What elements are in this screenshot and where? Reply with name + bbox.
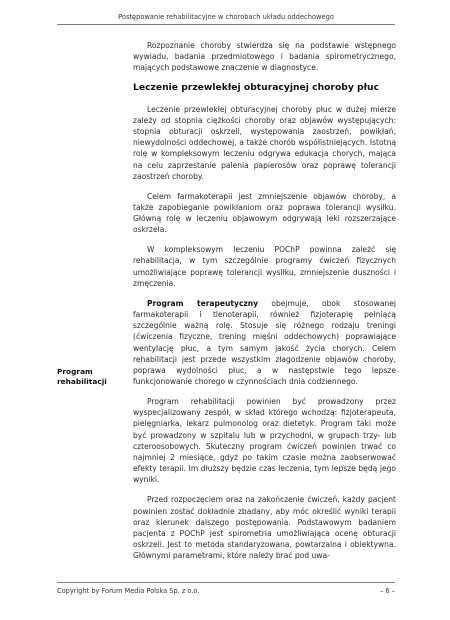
paragraph-pharmacotherapy: Celem farmakoterapii jest zmniejszenie objawów choroby, a także zapobieganie powikłaniom oraz poprawa tolerancji wysiłku. Główną rolę w leczeniu objawowym odgrywają leki rozszerzające oskrzela. — [133, 191, 396, 235]
footer-divider — [57, 582, 395, 583]
running-header: Postępowanie rehabilitacyjne w chorobach układu oddechowego — [118, 13, 334, 21]
header-divider — [57, 24, 395, 25]
paragraph-diagnosis: Rozpoznanie choroby stwierdza się na podstawie wstępnego wywiadu, badania przedmiotowego i badania spirometrycznego, mających podstawowe znaczenie w diagnostyce. — [133, 41, 396, 73]
term-therapeutic-program: Program terapeutyczny — [147, 298, 259, 308]
paragraph-therapeutic-program — [133, 298, 396, 388]
margin-label: Program rehabilitacji — [57, 367, 107, 387]
footer-copyright: Copyright by Forum Media Polska Sp. z o.o. — [57, 587, 200, 595]
paragraph-treatment: Leczenie przewlekłej obturacyjnej choroby płuc w dużej mierze zależy od stopnia ciężkości choroby oraz objawów występujących: stopnia obturacji oskrzeli, występowania zaostrzeń, powikłań, niewydolności oddechowej, a także chorób współistniejących. Istotną rolę w kompleksowym leczeniu odgrywa edukacja chorych, mająca na celu zaprzestanie palenia papierosów oraz poprawę tolerancji zaostrzeń choroby. — [133, 104, 396, 181]
paragraph-rehabilitation: W kompleksowym leczeniu POChP powinna zależć się rehabilitacja, w tym szczególnie programy ćwiczeń fizycznych umożliwiające poprawę tolerancji wysiłku, zmniejszenie duszności i zmęczenia. — [133, 245, 396, 288]
paragraph-therapeutic-program-text: obejmuje, obok stosowanej farmakoterapii i tlenoterapii, również fizjoterapię pełniącą szczególnie ważną rolę. Stosuje się różnego rodzaju treningi (ćwiczenia fizyczne, trening mięśni oddechowych) poprawiające wentylację płuc, a tym samym jakość życia chorych. Celem rehabilitacji jest przede wszystkim złagodzenie objawów choroby, poprawa wydolności płuc, a w następstwie tego lepsze funkcjonowanie chorego w czynnościach dnia codziennego. — [133, 298, 396, 387]
section-heading: Leczenie przewlekłej obturacyjnej choroby płuc — [133, 82, 380, 94]
page-number: – 6 – — [380, 587, 395, 595]
main-text-column — [133, 40, 396, 570]
paragraph-examination: Przed rozpoczęciem oraz na zakończenie ćwiczeń, każdy pacjent powinien zostać dokładnie zbadany, aby móc określić wyniki terapii oraz kierunek dalszego postępowania. Podstawowym badaniem pacjenta z POChP jest spirometria umożliwiająca ocenę obturacji oskrzeli. Jest to metoda standaryzowana, powtarzalna i obiektywna. Głównymi parametrami, które należy brać pod uwa- — [133, 495, 396, 561]
paragraph-rehab-program: Program rehabilitacji powinien być prowadzony przez wyspecjalizowany zespół, w skład którego wchodzą: fizjoterapeuta, pielęgniarka, lekarz pulmonolog oraz dietetyk. Program taki może być prowadzony w szpitalu lub w przychodni, w grupach trzy- lub czteroosobowych. Skuteczny program ćwiczeń powinien trwać co najmniej 2 miesiące, gdyż po takim czasie można zaobserwować efekty terapii. Im dłuższy będzie czas leczenia, tym lepsze będą jego wyniki. — [133, 397, 396, 485]
